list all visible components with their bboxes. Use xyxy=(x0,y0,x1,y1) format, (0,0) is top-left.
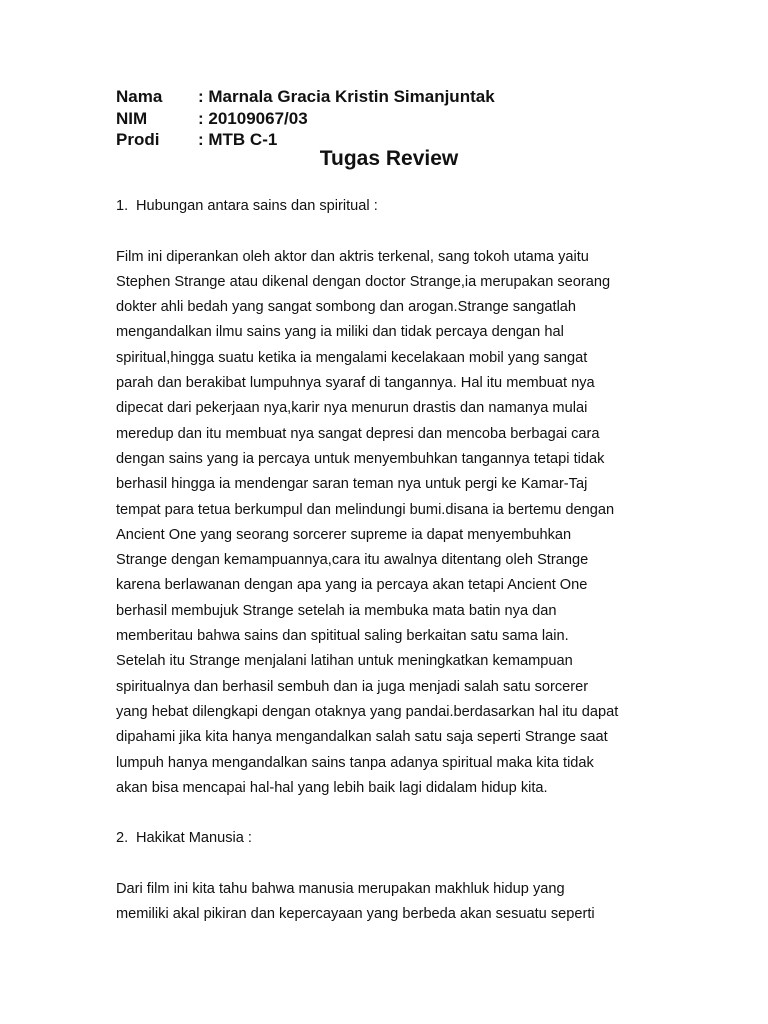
paragraph-line: lumpuh hanya mengandalkan sains tanpa adanya spiritual maka kita tidak xyxy=(116,754,594,771)
section-paragraph xyxy=(116,245,661,802)
paragraph-line: berhasil hingga ia mendengar saran teman nya untuk pergi ke Kamar-Taj xyxy=(116,476,588,493)
paragraph-line: yang hebat dilengkapi dengan otaknya yang pandai.berdasarkan hal itu dapat xyxy=(116,703,619,720)
nim-label: NIM xyxy=(116,108,148,128)
paragraph-line: Dari film ini kita tahu bahwa manusia merupakan makhluk hidup yang xyxy=(116,881,565,898)
student-info-header xyxy=(116,86,495,151)
paragraph-line: dokter ahli bedah yang sangat sombong dan arogan.Strange sangatlah xyxy=(116,299,577,316)
paragraph-line: parah dan berakibat lumpuhnya syaraf di tangannya. Hal itu membuat nya xyxy=(116,375,595,392)
document-title: Tugas Review xyxy=(319,147,459,170)
section-2 xyxy=(116,826,661,927)
paragraph-line: Setelah itu Strange menjalani latihan untuk meningkatkan kemampuan xyxy=(116,653,573,670)
section-number: 1. xyxy=(116,198,129,214)
paragraph-line: memberitau bahwa sains dan spititual saling berkaitan satu sama lain. xyxy=(116,628,569,645)
prodi-value: : MTB C-1 xyxy=(198,130,278,149)
paragraph-line: meredup dan itu membuat nya sangat depresi dan mencoba berbagai cara xyxy=(116,425,600,442)
nama-label: Nama xyxy=(116,87,163,106)
paragraph-line: akan bisa mencapai hal-hal yang lebih baik lagi didalam hidup kita. xyxy=(116,779,548,796)
section-1 xyxy=(116,194,661,801)
paragraph-line: karena berlawanan dengan apa yang ia percaya akan tetapi Ancient One xyxy=(116,577,588,594)
paragraph-line: mengandalkan ilmu sains yang ia miliki dan tidak percaya dengan hal xyxy=(116,324,564,341)
paragraph-line: tempat para tetua berkumpul dan melindungi bumi.disana ia bertemu dengan xyxy=(116,501,615,518)
paragraph-line: spiritualnya dan berhasil sembuh dan ia juga menjadi salah satu sorcerer xyxy=(116,678,589,695)
nama-value: : Marnala Gracia Kristin Simanjuntak xyxy=(198,87,495,106)
paragraph-line: Film ini diperankan oleh aktor dan aktris terkenal, sang tokoh utama yaitu xyxy=(116,248,589,265)
paragraph-line: dengan sains yang ia percaya untuk menyembuhkan tangannya tetapi tidak xyxy=(116,450,605,467)
paragraph-line: Strange dengan kemampuannya,cara itu awalnya ditentang oleh Strange xyxy=(116,552,589,569)
prodi-label: Prodi xyxy=(116,130,160,149)
nim-value: : 20109067/03 xyxy=(198,108,308,128)
paragraph-line: memiliki akal pikiran dan kepercayaan yang berbeda akan sesuatu seperti xyxy=(116,906,595,923)
section-paragraph xyxy=(116,877,661,928)
paragraph-line: Ancient One yang seorang sorcerer supreme ia dapat menyembuhkan xyxy=(116,526,572,543)
document-body xyxy=(116,194,661,953)
section-heading-text: Hakikat Manusia : xyxy=(136,830,252,847)
paragraph-line: Stephen Strange atau dikenal dengan doctor Strange,ia merupakan seorang xyxy=(116,273,611,290)
paragraph-line: spiritual,hingga suatu ketika ia mengalami kecelakaan mobil yang sangat xyxy=(116,349,588,366)
paragraph-line: dipecat dari pekerjaan nya,karir nya menurun drastis dan namanya mulai xyxy=(116,400,588,417)
section-heading xyxy=(116,826,661,851)
section-heading-text: Hubungan antara sains dan spiritual : xyxy=(136,198,378,214)
paragraph-line: berhasil membujuk Strange setelah ia membuka mata batin nya dan xyxy=(116,602,557,619)
paragraph-line: dipahami jika kita hanya mengandalkan salah satu saja seperti Strange saat xyxy=(116,729,608,746)
section-heading xyxy=(116,194,661,219)
section-number: 2. xyxy=(116,830,129,847)
nim-row xyxy=(116,108,495,130)
nama-row xyxy=(116,86,495,108)
